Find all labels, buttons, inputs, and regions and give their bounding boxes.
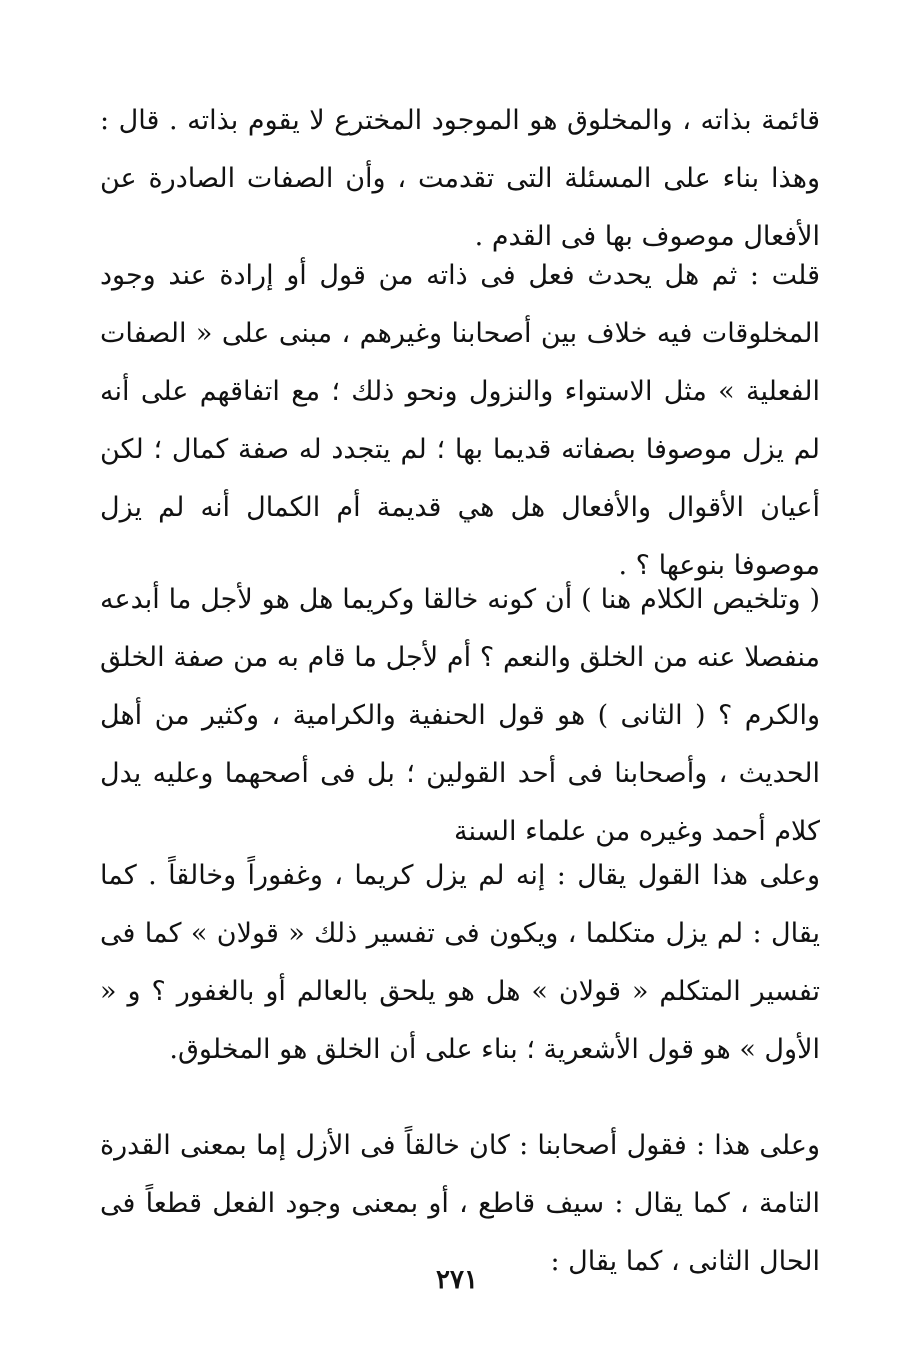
- paragraph-4: وعلى هذا القول يقال : إنه لم يزل كريما ، وغفوراً وخالقاً . كما يقال : لم يزل متكلما ، ويكون فى تفسير ذلك « قولان » كما فى تفسير المتكلم « قولان » هل هو يلحق بالعالم أو بالغفور ؟ و « الأول » هو قول الأشعرية ؛ بناء على أن الخلق هو المخلوق.: [100, 860, 820, 1065]
- paragraph-5: وعلى هذا : فقول أصحابنا : كان خالقاً فى الأزل إما بمعنى القدرة التامة ، كما يقال : سيف قاطع ، أو بمعنى وجود الفعل قطعاً فى الحال الثانى ، كما يقال :: [100, 1130, 820, 1277]
- paragraph-1: قائمة بذاته ، والمخلوق هو الموجود المخترع لا يقوم بذاته . قال : وهذا بناء على المسئلة التى تقدمت ، وأن الصفات الصادرة عن الأفعال موصوف بها فى القدم .: [100, 105, 820, 252]
- paragraph-2: قلت : ثم هل يحدث فعل فى ذاته من قول أو إرادة عند وجود المخلوقات فيه خلاف بين أصحابنا وغيرهم ، مبنى على « الصفات الفعلية » مثل الاستواء والنزول ونحو ذلك ؛ مع اتفاقهم على أنه لم يزل موصوفا بصفاته قديما بها ؛ لم يتجدد له صفة كمال ؛ لكن أعيان الأقوال والأفعال هل هي قديمة أم الكمال أنه لم يزل موصوفا بنوعها ؟ .: [100, 260, 820, 581]
- paragraph-3: ( وتلخيص الكلام هنا ) أن كونه خالقا وكريما هل هو لأجل ما أبدعه منفصلا عنه من الخلق والنعم ؟ أم لأجل ما قام به من صفة الخلق والكرم ؟ ( الثانى ) هو قول الحنفية والكرامية ، وكثير من أهل الحديث ، وأصحابنا فى أحد القولين ؛ بل فى أصحهما وعليه يدل كلام أحمد وغيره من علماء السنة: [100, 584, 820, 847]
- page-number: ٢٧١: [436, 1265, 478, 1295]
